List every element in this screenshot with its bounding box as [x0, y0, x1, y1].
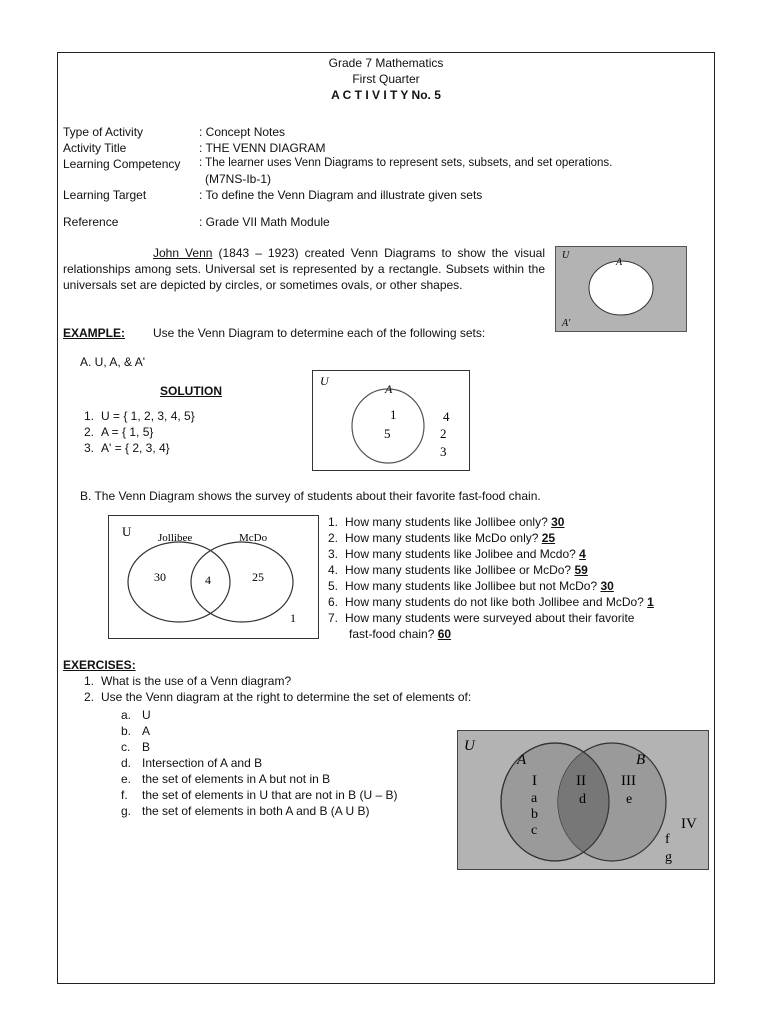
region-4-label: IV [681, 816, 697, 832]
exercise-2e: e. the set of elements in A but not in B [121, 772, 331, 786]
answer-6: 1 [647, 595, 654, 609]
region-2-label: II [576, 773, 586, 789]
element-g: g [665, 850, 672, 865]
intro-text: (1843 – 1923) created Venn Diagrams to show the visual relationships among sets. Universal set is represented by a rectangle. Subsets within the universals set are depicted by circles, or sometimes ovals, or other shapes. [63, 246, 546, 292]
element-b: b [531, 807, 538, 822]
element-c: c [531, 823, 538, 838]
solution-item-2: 2. A = { 1, 5} [84, 425, 154, 439]
answer-2: 25 [541, 531, 556, 545]
region-1-label: I [532, 773, 537, 789]
question-3: 3. How many students like Jolibee and Mcdo? 4 [328, 547, 586, 561]
element-f: f [665, 832, 670, 847]
value-jollibee-only: 30 [154, 570, 166, 584]
question-6: 6. How many students do not like both Jollibee and McDo? 1 [328, 595, 654, 609]
element-a: a [531, 791, 538, 806]
label-a-prime: A' [562, 318, 571, 329]
john-venn-name: John Venn [153, 246, 213, 260]
venn-diagram-example-a [312, 370, 470, 471]
region-3-label: III [621, 773, 636, 789]
target-label: Learning Target [63, 188, 147, 202]
part-b-title: B. The Venn Diagram shows the survey of students about their favorite fast-food chain. [80, 489, 541, 503]
value-outside: 1 [290, 611, 296, 625]
competency-label: Learning Competency [63, 157, 181, 171]
element-4: 4 [443, 409, 450, 424]
exercise-2f: f. the set of elements in U that are not in B (U – B) [121, 788, 398, 802]
answer-1: 30 [551, 515, 565, 529]
exercise-2d: d. Intersection of A and B [121, 756, 263, 770]
answer-5: 30 [600, 579, 614, 593]
header-quarter: First Quarter [352, 72, 420, 86]
element-3: 3 [440, 444, 447, 459]
question-7-cont: fast-food chain? 60 [349, 627, 452, 641]
label-mcdo: McDo [239, 532, 268, 544]
question-2: 2. How many students like McDo only? 25 [328, 531, 556, 545]
header-activity: A C T I V I T Y No. 5 [331, 88, 441, 102]
element-e: e [626, 792, 633, 807]
target-value: : To define the Venn Diagram and illustrate given sets [199, 188, 483, 202]
solution-label: SOLUTION [160, 384, 222, 398]
competency-code: (M7NS-Ib-1) [205, 172, 272, 186]
element-d: d [579, 792, 586, 807]
exercises-label: EXERCISES: [63, 658, 136, 672]
header-grade: Grade 7 Mathematics [328, 56, 444, 70]
answer-4: 59 [574, 563, 588, 577]
example-label: EXAMPLE: [63, 326, 126, 340]
exercise-2a: a. U [121, 708, 151, 722]
competency-value: : The learner uses Venn Diagrams to represent sets, subsets, and set operations. [199, 157, 613, 169]
exercise-1: 1. What is the use of a Venn diagram? [84, 674, 292, 688]
question-4: 4. How many students like Jollibee or McDo? 59 [328, 563, 588, 577]
exercise-2: 2. Use the Venn diagram at the right to determine the set of elements of: [84, 690, 472, 704]
exercise-2b: b. A [121, 724, 151, 738]
venn-diagram-fastfood [108, 515, 319, 639]
title-value: : THE VENN DIAGRAM [199, 141, 326, 155]
label-a: A [517, 752, 527, 768]
value-mcdo-only: 25 [252, 570, 264, 584]
solution-item-3: 3. A' = { 2, 3, 4} [84, 441, 170, 455]
intro-paragraph [63, 245, 545, 293]
value-both: 4 [205, 573, 211, 587]
label-u: U [562, 250, 570, 261]
question-1: 1. How many students like Jollibee only? 30 [328, 515, 565, 529]
venn-diagram-intro [555, 246, 687, 332]
question-7: 7. How many students were surveyed about their favorite [328, 611, 635, 625]
label-a: A [616, 257, 623, 268]
element-1: 1 [390, 407, 397, 422]
venn-diagram-exercise [457, 730, 709, 870]
reference-label: Reference [63, 215, 119, 229]
exercise-2c: c. B [121, 740, 151, 754]
element-2: 2 [440, 426, 447, 441]
type-value: : Concept Notes [199, 125, 286, 139]
example-text: Use the Venn Diagram to determine each of the following sets: [153, 326, 486, 340]
exercise-2g: g. the set of elements in both A and B (A U B) [121, 804, 370, 818]
reference-value: : Grade VII Math Module [199, 215, 330, 229]
label-u: U [320, 374, 329, 388]
question-5: 5. How many students like Jollibee but not McDo? 30 [328, 579, 614, 593]
answer-7: 60 [437, 627, 452, 641]
title-label: Activity Title [63, 141, 127, 155]
label-jollibee: Jollibee [158, 532, 193, 544]
label-u: U [122, 524, 132, 539]
element-5: 5 [384, 426, 391, 441]
solution-item-1: 1. U = { 1, 2, 3, 4, 5} [84, 409, 195, 423]
type-label: Type of Activity [63, 125, 144, 139]
label-u: U [464, 738, 475, 754]
answer-3: 4 [579, 547, 586, 561]
set-a-circle [589, 261, 653, 315]
part-a-title: A. U, A, & A' [80, 355, 145, 369]
label-a: A [385, 382, 393, 396]
label-b: B [636, 752, 646, 768]
universal-rect [109, 516, 319, 639]
